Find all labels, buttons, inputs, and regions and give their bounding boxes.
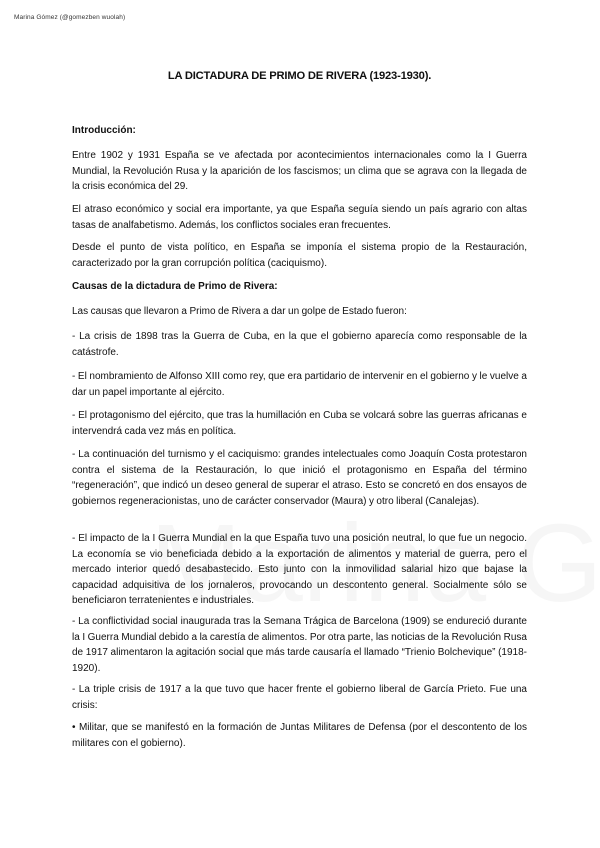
- author-note: Marina Gómez (@gomezben wuolah): [14, 14, 126, 21]
- list-item: • Militar, que se manifestó en la formación de Juntas Militares de Defensa (por el descontento de los militares con el gobierno).: [72, 722, 527, 749]
- list-item: - El impacto de la I Guerra Mundial en la que España tuvo una posición neutral, lo que fue un negocio. La economía se vio beneficiada debido a la exportación de alimentos y material de guerra, pero el mercado interior quedó desabastecido. Esto junto con la inmovilidad salarial hizo que bajase la capacidad adquisitiva de los jornaleros, provocando un descontento general. Socialmente sólo se beneficiaron terratenientes e industriales.: [72, 533, 527, 607]
- paragraph: Entre 1902 y 1931 España se ve afectada por acontecimientos internacionales como la I Guerra Mundial, la Revolución Rusa y la aparición de los fascismos; un clima que se agrava con la llegada de la crisis económica del 29.: [72, 150, 527, 193]
- paragraph: Las causas que llevaron a Primo de Rivera a dar un golpe de Estado fueron:: [72, 306, 407, 317]
- list-item: - El protagonismo del ejército, que tras la humillación en Cuba se volcará sobre las guerras africanas e intervendrá cada vez más en política.: [72, 410, 527, 437]
- section-heading-introduccion: Introducción:: [72, 125, 136, 136]
- section-heading-causas: Causas de la dictadura de Primo de Rivera:: [72, 281, 278, 292]
- list-item: - La crisis de 1898 tras la Guerra de Cuba, en la que el gobierno aparecía como responsable de la catástrofe.: [72, 331, 527, 358]
- list-item: - El nombramiento de Alfonso XIII como rey, que era partidario de intervenir en el gobierno y le vuelve a dar un papel importante al ejército.: [72, 371, 527, 398]
- list-item: - La triple crisis de 1917 a la que tuvo que hacer frente el gobierno liberal de García Prieto. Fue una crisis:: [72, 684, 527, 711]
- list-item: - La conflictividad social inaugurada tras la Semana Trágica de Barcelona (1909) se endureció durante la I Guerra Mundial debido a la carestía de alimentos. Por otra parte, las noticias de la Revolución Rusa de 1917 alimentaron la agitación social que más tarde causaría el llamado “Trienio Bolchevique” (1918-1920).: [72, 616, 527, 674]
- document-title: LA DICTADURA DE PRIMO DE RIVERA (1923-1930).: [167, 70, 432, 82]
- paragraph: Desde el punto de vista político, en España se imponía el sistema propio de la Restauración, caracterizado por la gran corrupción política (caciquismo).: [72, 242, 527, 269]
- paragraph: El atraso económico y social era importante, ya que España seguía siendo un país agrario con altas tasas de analfabetismo. Además, los conflictos sociales eran frecuentes.: [72, 204, 527, 231]
- list-item: - La continuación del turnismo y el caciquismo: grandes intelectuales como Joaquín Costa protestaron contra el sistema de la Restauración, lo que inició el protagonismo en España del término “regeneración”, que indicó un deseo general de superar el atraso. Esto se concretó en dos ensayos de gobiernos regeneracionistas, uno de carácter conservador (Maura) y otro liberal (Canalejas).: [72, 449, 527, 507]
